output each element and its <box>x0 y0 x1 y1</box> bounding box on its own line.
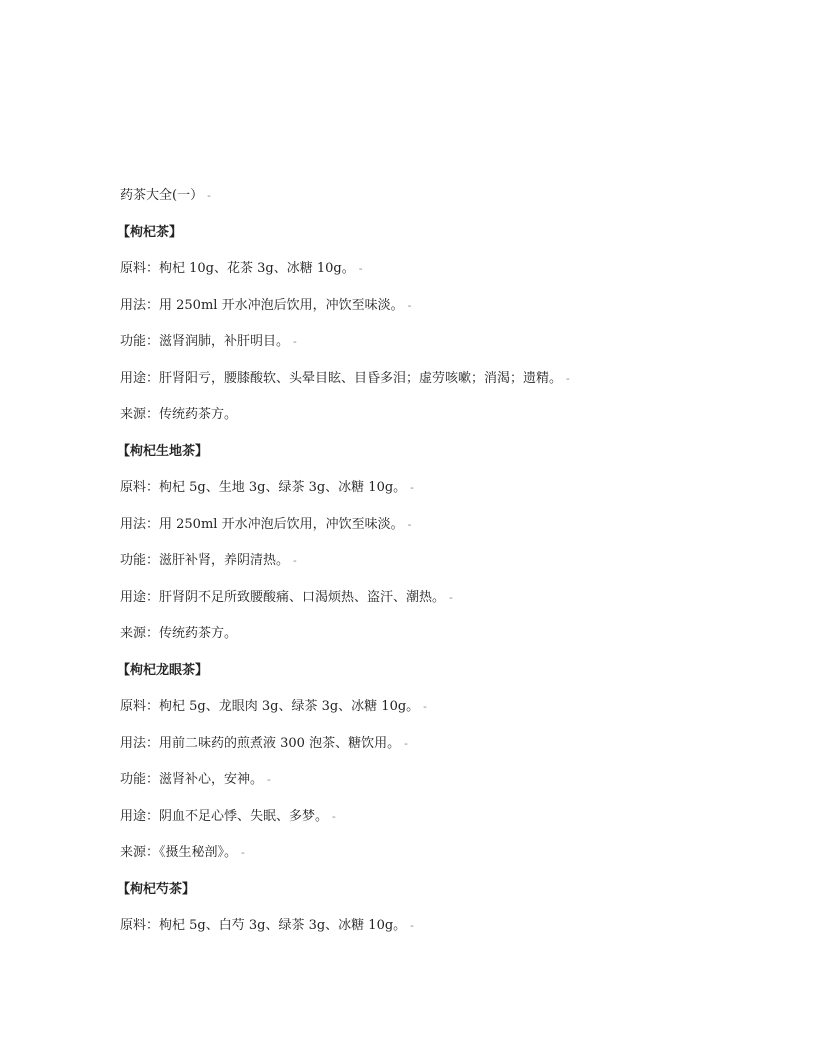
line-text: 原料：枸杞 5g、白芍 3g、绿茶 3g、冰糖 10g。 <box>120 918 407 933</box>
section-heading <box>117 662 570 699</box>
paragraph-mark: - <box>267 773 271 786</box>
line-text: 【枸杞生地茶】 <box>117 443 209 459</box>
section-heading <box>117 881 570 918</box>
paragraph <box>120 333 570 370</box>
line-text: 来源：传统药茶方。 <box>120 626 238 641</box>
line-text: 药茶大全(一） <box>120 188 204 203</box>
section-heading <box>117 224 570 261</box>
line-text: 原料：枸杞 10g、花茶 3g、冰糖 10g。 <box>120 261 355 276</box>
paragraph <box>120 589 570 626</box>
line-text: 功能：滋肾润肺，补肝明目。 <box>120 334 290 349</box>
paragraph <box>120 808 570 845</box>
paragraph-mark: - <box>332 809 336 823</box>
paragraph <box>120 479 570 516</box>
line-text: 用法：用 250ml 开水冲泡后饮用，冲饮至味淡。 <box>120 516 404 532</box>
paragraph <box>120 625 570 662</box>
paragraph <box>120 771 570 808</box>
paragraph-mark: - <box>293 335 297 348</box>
paragraph-mark: - <box>207 189 211 202</box>
paragraph <box>120 698 570 735</box>
paragraph-mark: - <box>410 481 414 494</box>
line-text: 用法：用 250ml 开水冲泡后饮用，冲饮至味淡。 <box>120 297 404 313</box>
paragraph-mark: - <box>566 371 570 385</box>
line-text: 用法：用前二味药的煎煮液 300 泡茶、糖饮用。 <box>120 735 401 751</box>
paragraph <box>120 260 570 297</box>
line-text: 功能：滋肝补肾，养阴清热。 <box>120 553 290 568</box>
line-text: 用途：肝肾阴不足所致腰酸痛、口渴烦热、盗汗、潮热。 <box>120 589 446 605</box>
paragraph <box>120 552 570 589</box>
paragraph-mark: - <box>407 517 412 531</box>
line-text: 原料：枸杞 5g、龙眼肉 3g、绿茶 3g、冰糖 10g。 <box>120 699 420 714</box>
paragraph <box>120 370 570 407</box>
line-text: 【枸杞芍茶】 <box>117 881 196 897</box>
paragraph <box>120 516 570 553</box>
paragraph-mark: - <box>410 919 414 932</box>
line-text: 原料：枸杞 5g、生地 3g、绿茶 3g、冰糖 10g。 <box>120 480 407 495</box>
paragraph <box>120 735 570 772</box>
paragraph-mark: - <box>407 298 412 312</box>
paragraph-mark: - <box>404 736 408 750</box>
line-text: 【枸杞龙眼茶】 <box>117 662 209 678</box>
paragraph <box>120 844 570 881</box>
line-text: 来源：《摄生秘剖》。 <box>120 845 238 860</box>
section-heading <box>117 443 570 480</box>
line-text: 用途：阴血不足心悸、失眠、多梦。 <box>120 808 329 824</box>
line-text: 【枸杞茶】 <box>117 224 183 240</box>
paragraph-mark: - <box>423 700 427 713</box>
document-title <box>120 187 570 224</box>
line-text: 功能：滋肾补心，安神。 <box>120 772 264 787</box>
document-body <box>117 187 570 954</box>
paragraph-mark: - <box>293 554 297 567</box>
paragraph <box>120 406 570 443</box>
line-text: 来源：传统药茶方。 <box>120 407 238 422</box>
paragraph-mark: - <box>241 846 245 859</box>
paragraph-mark: - <box>449 590 453 604</box>
paragraph <box>120 917 570 954</box>
paragraph <box>120 297 570 334</box>
line-text: 用途：肝肾阳亏，腰膝酸软、头晕目眩、目昏多泪；虚劳咳嗽；消渴；遗精。 <box>120 370 563 386</box>
paragraph-mark: - <box>358 262 363 275</box>
